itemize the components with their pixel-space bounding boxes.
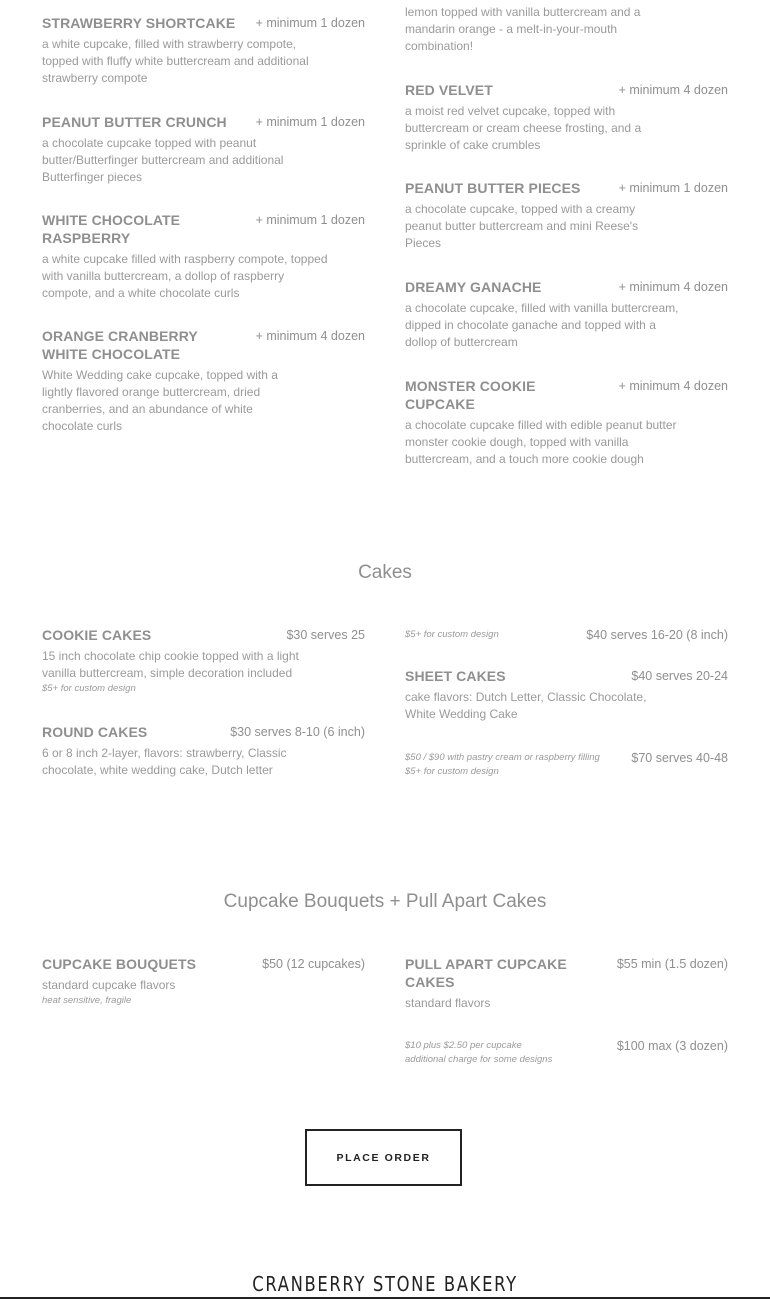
item-description: White Wedding cake cupcake, topped with a lightly flavored orange buttercream, dried cranberries, and an abundance of white chocolate curls (42, 368, 278, 433)
menu-item (405, 179, 728, 252)
menu-item-continued (405, 4, 728, 55)
item-price: $55 min (1.5 dozen) (616, 957, 728, 971)
item-price: $100 max (3 dozen) (616, 1039, 728, 1053)
item-description: 6 or 8 inch 2-layer, flavors: strawberry, Classic chocolate, white wedding cake, Dutch letter (42, 746, 287, 777)
item-description: lemon topped with vanilla buttercream and a mandarin orange - a melt-in-your-mouth combination! (405, 5, 641, 53)
item-note: $50 / $90 with pastry cream or raspberry filling (405, 752, 600, 763)
item-price: $70 serves 40-48 (631, 751, 728, 765)
item-name: SHEET CAKES (405, 668, 506, 684)
menu-item (405, 377, 728, 468)
item-name: STRAWBERRY SHORTCAKE (42, 15, 236, 31)
item-price: $30 serves 8-10 (6 inch) (230, 725, 365, 739)
menu-item (405, 955, 728, 1012)
item-note: additional charge for some designs (405, 1054, 553, 1065)
item-name: PEANUT BUTTER CRUNCH (42, 114, 227, 130)
item-price: + minimum 1 dozen (618, 181, 728, 195)
item-note: $5+ for custom design (405, 629, 499, 640)
item-description: a chocolate cupcake filled with edible peanut butter monster cookie dough, topped with vanilla buttercream, and a touch more cookie dough (405, 418, 677, 466)
item-description: 15 inch chocolate chip cookie topped with a light vanilla buttercream, simple decoration included (42, 649, 299, 680)
item-price: $50 (12 cupcakes) (262, 957, 365, 971)
item-note: $10 plus $2.50 per cupcake (405, 1040, 522, 1051)
section-title-cakes: Cakes (358, 562, 412, 583)
item-name: WHITE CHOCOLATE RASPBERRY (42, 212, 181, 246)
item-price: $40 serves 20-24 (631, 669, 728, 683)
item-name: ORANGE CRANBERRY WHITE CHOCOLATE (42, 328, 198, 362)
menu-item (42, 723, 365, 779)
item-description: a chocolate cupcake topped with peanut butter/Butterfinger buttercream and additional Butterfinger pieces (42, 136, 284, 184)
menu-item (405, 278, 728, 351)
item-name: CUPCAKE BOUQUETS (42, 956, 197, 972)
menu-item (405, 667, 728, 723)
menu-item (42, 14, 365, 87)
menu-item (42, 211, 365, 302)
section-title-bouquets: Cupcake Bouquets + Pull Apart Cakes (223, 891, 547, 912)
item-name: COOKIE CAKES (42, 627, 152, 643)
item-description: a white cupcake, filled with strawberry compote, topped with fluffy white buttercream and additional strawberry compote (42, 37, 309, 85)
item-price: + minimum 4 dozen (618, 280, 728, 294)
menu-item (42, 327, 365, 435)
item-note: $5+ for custom design (405, 766, 499, 777)
item-price: $40 serves 16-20 (8 inch) (586, 628, 728, 642)
item-name: RED VELVET (405, 82, 493, 98)
menu-item (42, 955, 365, 1008)
menu-item-option (405, 749, 728, 779)
menu-item (405, 81, 728, 154)
item-price: + minimum 1 dozen (255, 16, 365, 30)
item-description: a chocolate cupcake, filled with vanilla buttercream, dipped in chocolate ganache and topped with a dollop of buttercream (405, 301, 679, 349)
item-note: $5+ for custom design (42, 683, 136, 694)
item-description: cake flavors: Dutch Letter, Classic Chocolate, White Wedding Cake (405, 690, 647, 721)
item-name: DREAMY GANACHE (405, 279, 542, 295)
menu-item-option (405, 626, 728, 644)
item-name: PEANUT BUTTER PIECES (405, 180, 581, 196)
item-note: heat sensitive, fragile (42, 995, 132, 1006)
item-price: + minimum 1 dozen (255, 115, 365, 129)
item-price: + minimum 1 dozen (255, 213, 365, 227)
item-price: $30 serves 25 (286, 628, 365, 642)
item-description: standard flavors (405, 996, 491, 1010)
menu-item (42, 113, 365, 186)
menu-item-option (405, 1037, 728, 1067)
item-name: MONSTER COOKIE CUPCAKE (405, 378, 536, 412)
item-name: PULL APART CUPCAKE CAKES (405, 956, 567, 990)
item-description: standard cupcake flavors (42, 978, 176, 992)
item-price: + minimum 4 dozen (255, 329, 365, 343)
item-description: a chocolate cupcake, topped with a creamy peanut butter buttercream and mini Reese's Pieces (405, 202, 639, 250)
item-name: ROUND CAKES (42, 724, 148, 740)
menu-item (42, 626, 365, 696)
item-description: a white cupcake filled with raspberry compote, topped with vanilla buttercream, a dollop of raspberry compote, and a white chocolate curls (42, 252, 328, 300)
item-price: + minimum 4 dozen (618, 379, 728, 393)
item-price: + minimum 4 dozen (618, 83, 728, 97)
place-order-button[interactable]: PLACE ORDER (305, 1129, 462, 1186)
item-description: a moist red velvet cupcake, topped with buttercream or cream cheese frosting, and a sprinkle of cake crumbles (405, 104, 642, 152)
footer-brand-logo[interactable]: CRANBERRY STONE BAKERY (252, 1272, 518, 1296)
